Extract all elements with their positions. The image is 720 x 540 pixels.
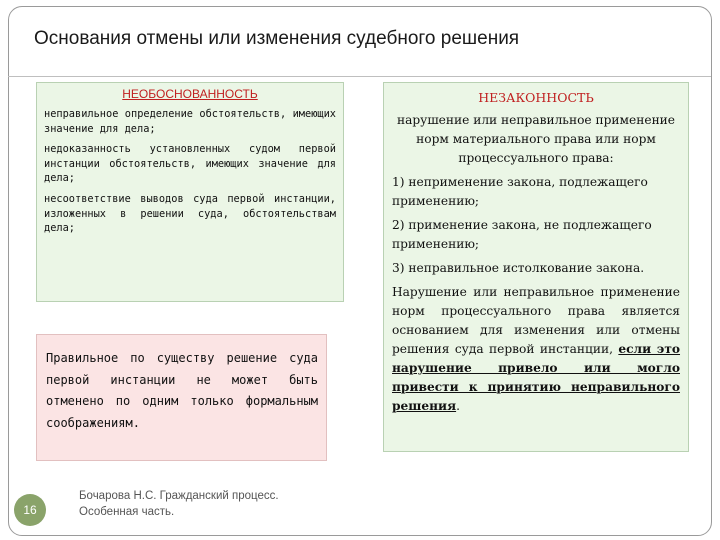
slide-title: Основания отмены или изменения судебного решения <box>34 28 520 49</box>
formal-grounds-note <box>36 334 327 461</box>
illegality-heading: НЕЗАКОННОСТЬ <box>478 90 594 105</box>
illegality-box <box>383 82 689 452</box>
footer-line: Бочарова Н.С. Гражданский процесс. <box>79 490 279 502</box>
illegality-item: 1) неприменение закона, подлежащего применению; <box>392 175 648 208</box>
closing-end-text: . <box>456 399 460 413</box>
illegality-closing <box>392 283 680 416</box>
illegality-item: 3) неправильное истолкование закона. <box>392 261 645 275</box>
illegality-item: 2) применение закона, не подлежащего применению; <box>392 218 652 251</box>
illegality-body <box>392 111 680 421</box>
unfoundedness-item: неправильное определение обстоятельств, имеющих значение для дела; <box>44 108 336 135</box>
page-number-badge: 16 <box>14 494 46 526</box>
closing-emphasis-text: если это нарушение привело или могло привести к принятию неправильного решения <box>392 342 681 413</box>
footer-citation <box>79 488 279 520</box>
unfoundedness-item: несоответствие выводов суда первой инстанции, изложенных в решении суда, обстоятельствам дела; <box>44 192 336 235</box>
formal-grounds-text: Правильное по существу решение суда первой инстанции не может быть отменено по одним только формальным соображениям. <box>46 351 318 430</box>
unfoundedness-box <box>36 82 344 302</box>
closing-plain-text: Нарушение или неправильное применение норм процессуального права является основанием для изменения или отмены решения суда первой инстанции, <box>392 285 680 356</box>
illegality-intro: нарушение или неправильное применение норм материального права или норм процессуального права: <box>396 113 676 165</box>
footer-line: Особенная часть. <box>79 506 175 518</box>
unfoundedness-list <box>44 107 336 242</box>
unfoundedness-heading: НЕОБОСНОВАННОСТЬ <box>122 87 258 101</box>
unfoundedness-item: недоказанность установленных судом первой инстанции обстоятельств, имеющих значение для дела; <box>44 143 336 185</box>
title-divider <box>8 76 711 77</box>
